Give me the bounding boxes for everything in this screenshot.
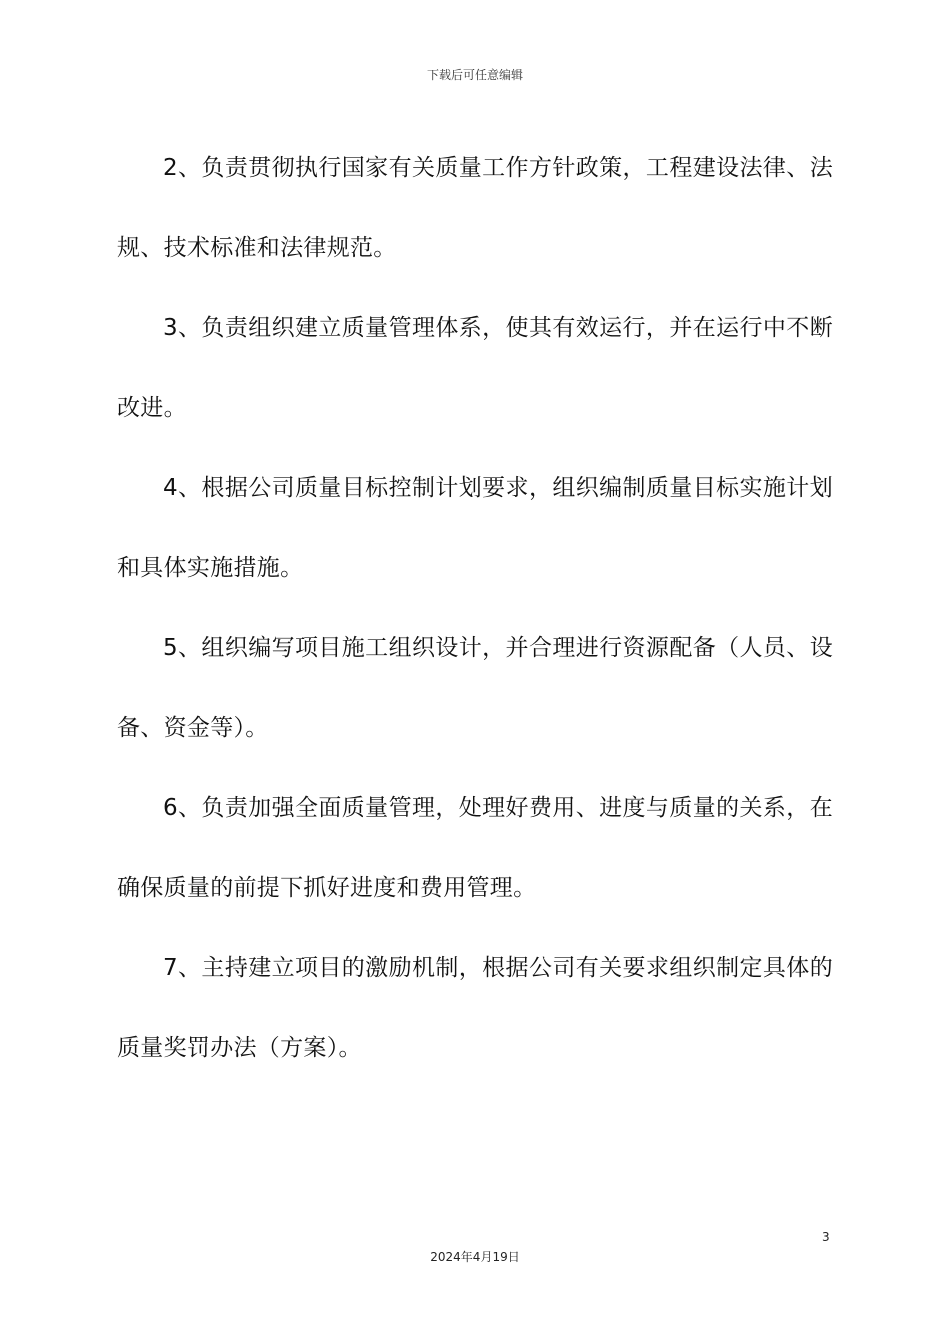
paragraph-6: 6、负责加强全面质量管理，处理好费用、进度与质量的关系，在确保质量的前提下抓好进度和费用管理。	[117, 795, 833, 901]
paragraph-3: 3、负责组织建立质量管理体系，使其有效运行，并在运行中不断改进。	[117, 315, 833, 421]
paragraph-5: 5、组织编写项目施工组织设计，并合理进行资源配备（人员、设备、资金等）。	[117, 635, 833, 741]
footer-date: 2024年4月19日	[430, 1250, 520, 1264]
page-number: 3	[822, 1230, 830, 1244]
paragraph-4: 4、根据公司质量目标控制计划要求，组织编制质量目标实施计划和具体实施措施。	[117, 475, 833, 581]
paragraph-2: 2、负责贯彻执行国家有关质量工作方针政策，工程建设法律、法规、技术标准和法律规范。	[117, 155, 833, 261]
paragraph-7: 7、主持建立项目的激励机制，根据公司有关要求组织制定具体的质量奖罚办法（方案）。	[117, 955, 833, 1061]
page-header: 下载后可任意编辑	[426, 68, 523, 82]
document-body	[117, 128, 833, 1088]
